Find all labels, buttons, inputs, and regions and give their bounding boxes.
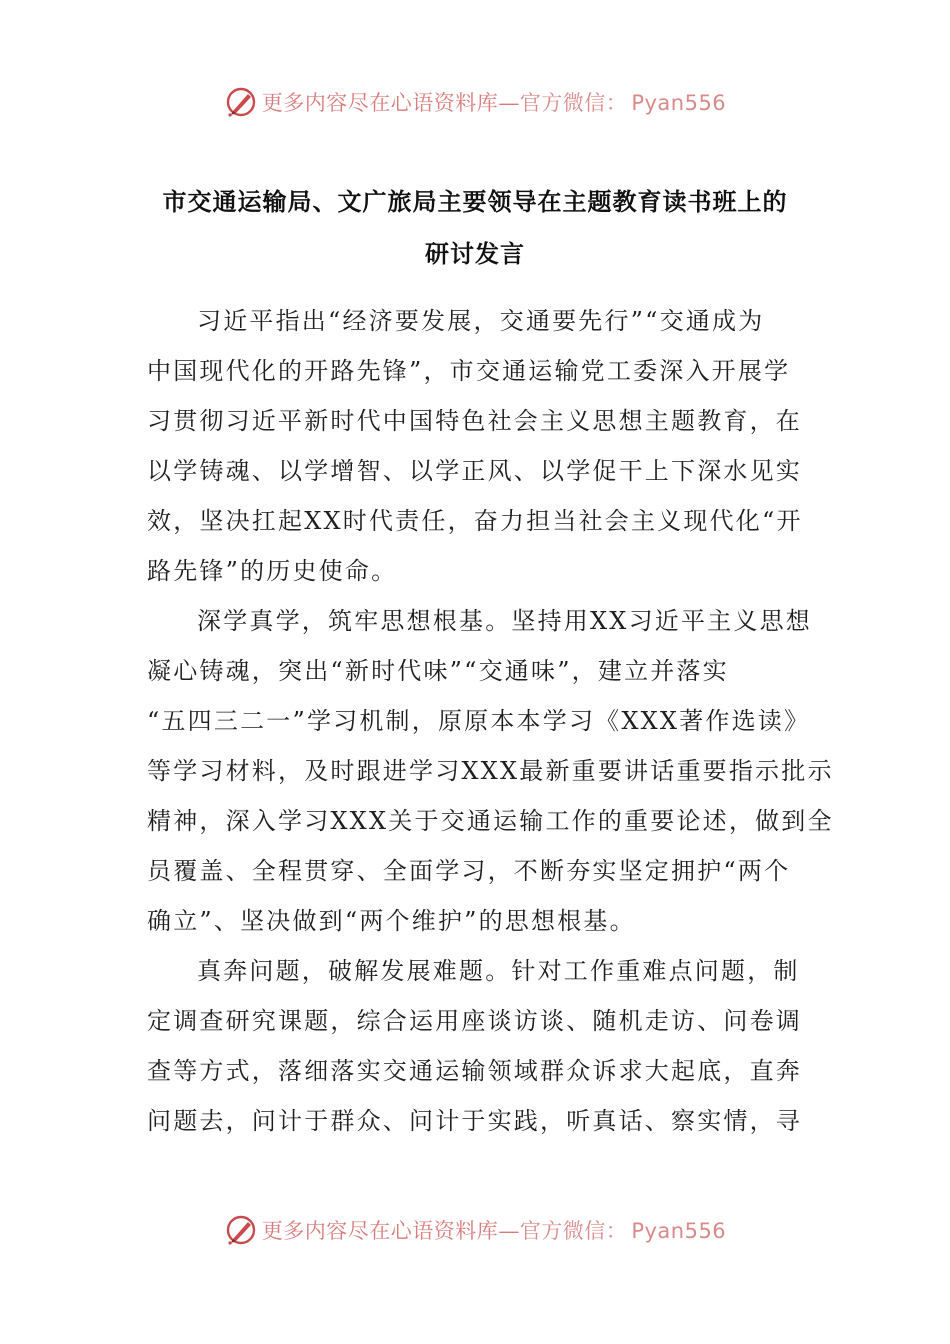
pen-circle-logo-icon	[224, 85, 258, 119]
paragraph-line: 以学铸魂、以学增智、以学正风、以学促干上下深水见实	[147, 457, 802, 485]
banner-wechat-id: Pyan556	[631, 91, 727, 115]
banner-main-text: 更多内容尽在心语资料库	[261, 1219, 499, 1243]
footer-banner	[0, 1210, 950, 1250]
document-body	[147, 296, 834, 1146]
paragraph-line: 效，坚决扛起XX时代责任，奋力担当社会主义现代化“开	[147, 507, 803, 535]
paragraph-line: 确立”、坚决做到“两个维护”的思想根基。	[147, 907, 636, 935]
paragraph-line: 中国现代化的开路先锋”，市交通运输党工委深入开展学	[147, 357, 791, 385]
document-title	[100, 176, 850, 280]
paragraph-line: 习贯彻习近平新时代中国特色社会主义思想主题教育，在	[147, 407, 802, 435]
paragraph-line: 凝心铸魂，突出“新时代味”“交通味”，建立并落实	[147, 657, 729, 685]
banner-text	[262, 87, 726, 117]
paragraph-line: 问题去，问计于群众、问计于实践，听真话、察实情，寻	[147, 1107, 802, 1135]
banner-separator: —	[498, 91, 520, 115]
banner-separator: —	[498, 1219, 520, 1243]
banner-wechat-id: Pyan556	[631, 1219, 727, 1243]
banner-wechat-label: 官方微信：	[519, 91, 628, 115]
header-banner	[0, 82, 950, 122]
banner-main-text: 更多内容尽在心语资料库	[261, 91, 499, 115]
paragraph-line: 深学真学，筑牢思想根基。坚持用XX习近平主义思想	[197, 607, 812, 635]
paragraph-1	[147, 296, 807, 596]
paragraph-line: 精神，深入学习XXX关于交通运输工作的重要论述，做到全	[147, 807, 834, 835]
paragraph-line: 员覆盖、全程贯穿、全面学习，不断夯实坚定拥护“两个	[147, 857, 791, 885]
paragraph-3	[147, 946, 807, 1146]
paragraph-line: 等学习材料，及时跟进学习XXX最新重要讲话重要指示批示	[147, 757, 834, 785]
paragraph-2	[147, 596, 834, 946]
paragraph-line: “五四三二一”学习机制，原原本本学习《XXX著作选读》	[147, 707, 811, 735]
paragraph-line: 查等方式，落细落实交通运输领域群众诉求大起底，直奔	[147, 1057, 802, 1085]
paragraph-line: 路先锋”的历史使命。	[147, 557, 398, 585]
paragraph-line: 真奔问题，破解发展难题。针对工作重难点问题，制	[197, 957, 800, 985]
banner-wechat-label: 官方微信：	[519, 1219, 628, 1243]
title-line-2: 研讨发言	[425, 240, 525, 268]
paragraph-line: 定调查研究课题，综合运用座谈访谈、随机走访、问卷调	[147, 1007, 802, 1035]
title-line-1: 市交通运输局、文广旅局主要领导在主题教育读书班上的	[162, 188, 788, 216]
pen-circle-logo-icon	[224, 1213, 258, 1247]
banner-text	[262, 1215, 726, 1245]
paragraph-line: 习近平指出“经济要发展，交通要先行”“交通成为	[197, 307, 765, 335]
